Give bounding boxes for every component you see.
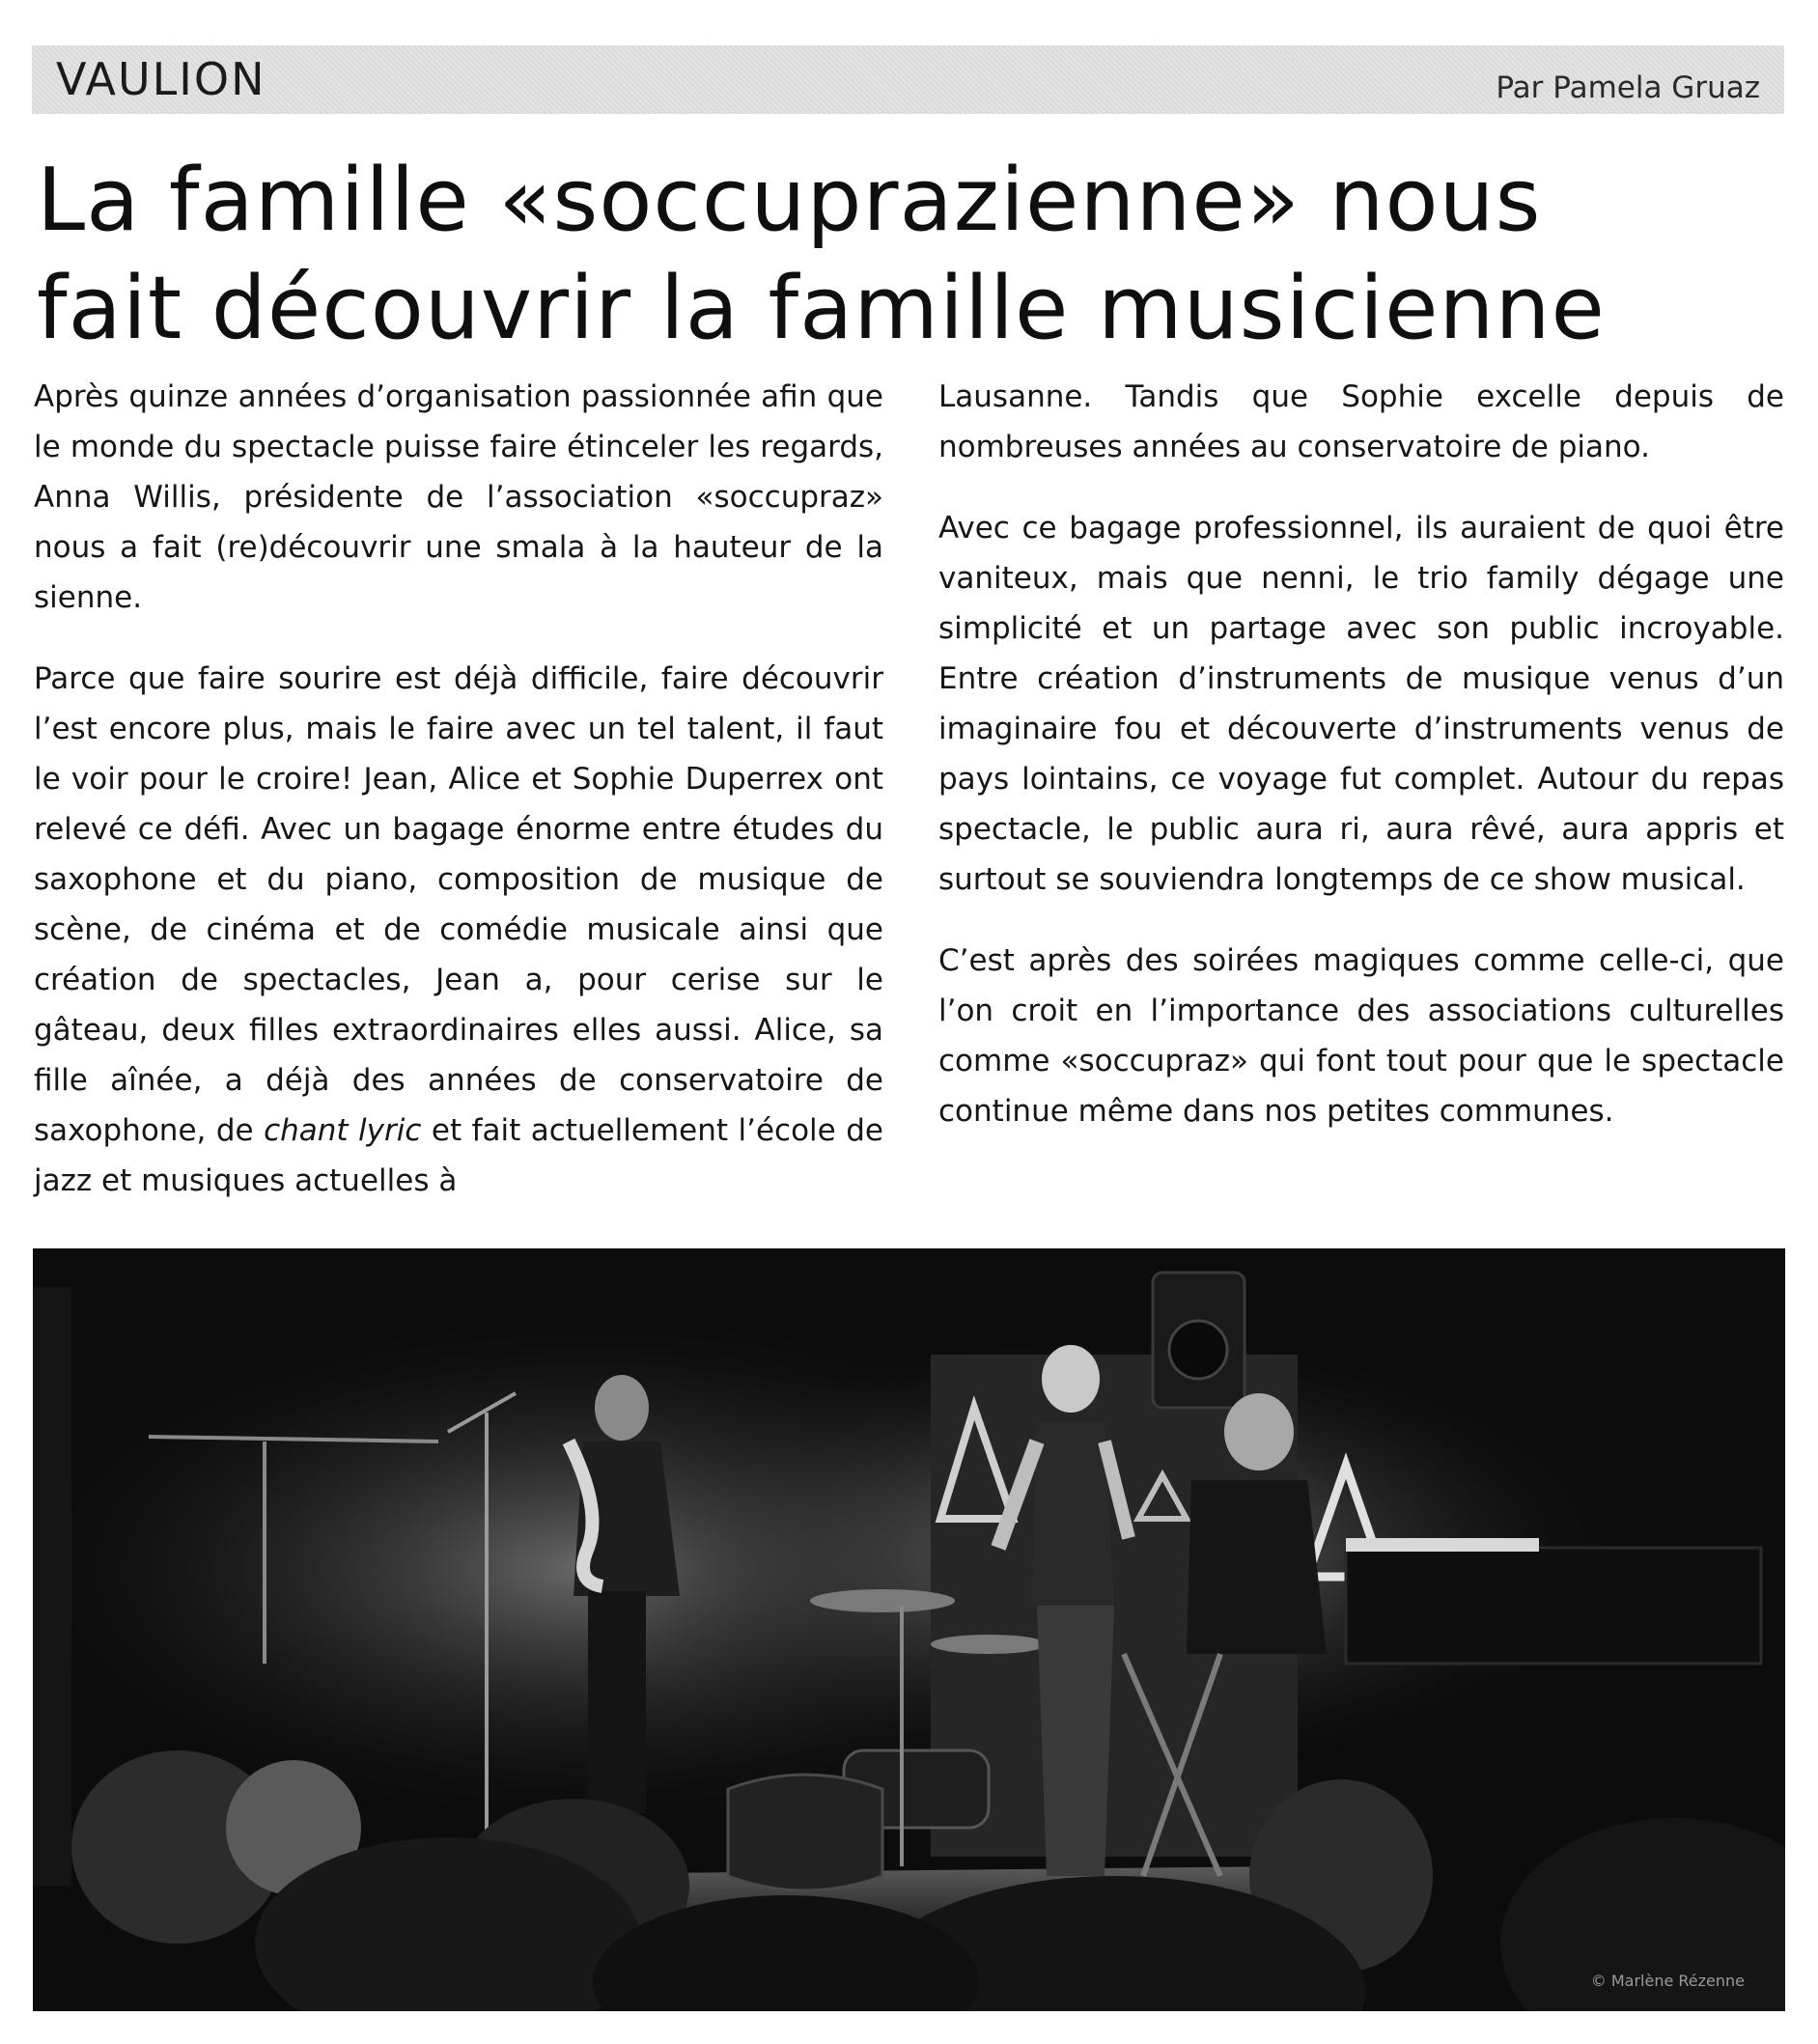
italic-text: chant lyric	[264, 1113, 422, 1148]
paragraph: Lausanne. Tandis que Sophie excelle depuis de nombreuses années au conservatoire de piano.	[938, 379, 1784, 464]
concert-photo	[33, 1248, 1785, 2011]
section-label: VAULION	[56, 53, 266, 105]
concert-photo-illustration	[33, 1248, 1785, 2011]
article-column-left	[34, 372, 883, 1237]
paragraph-text: Parce que faire sourire est déjà difficile, faire découvrir l’est encore plus, mais le faire avec un tel talent, il faut le voir pour le croire! Jean, Alice et Sophie Duperrex ont relevé ce défi. Avec un bagage énorme entre études du saxophone et du piano, composition de musique de scène, de cinéma et de comédie musicale ainsi que création de spectacles, Jean a, pour cerise sur le gâteau, deux filles extraordinaires elles aussi. Alice, sa fille aînée, a déjà des années de conservatoire de saxophone, de	[34, 661, 883, 1148]
author-byline: Par Pamela Gruaz	[1496, 70, 1760, 105]
article-column-right	[938, 372, 1784, 1167]
paragraph: C’est après des soirées magiques comme celle-ci, que l’on croit en l’importance des associations culturelles comme «soccupraz» qui font tout pour que le spectacle continue même dans nos petites communes.	[938, 943, 1784, 1129]
section-header-bar	[32, 45, 1784, 114]
article-headline	[37, 147, 1784, 363]
paragraph	[34, 654, 883, 1206]
paragraph-text: et fait actuellement l’école de jazz et musiques actuelles à	[34, 1113, 883, 1198]
paragraph: Avec ce bagage professionnel, ils auraient de quoi être vaniteux, mais que nenni, le trio family dégage une simplicité et un partage avec son public incroyable. Entre création d’instruments de musique venus d’un imaginaire fou et découverte d’instruments venus de pays lointains, ce voyage fut complet. Autour du repas spectacle, le public aura ri, aura rêvé, aura appris et surtout se souviendra longtemps de ce show musical.	[938, 511, 1784, 897]
paragraph: Après quinze années d’organisation passionnée afin que le monde du spectacle puisse faire étinceler les regards, Anna Willis, présidente de l’association «soccupraz» nous a fait (re)découvrir une smala à la hauteur de la sienne.	[34, 379, 883, 615]
photo-credit: © Marlène Rézenne	[1590, 1972, 1745, 1990]
headline-line-1: La famille «soccuprazienne» nous	[37, 150, 1542, 251]
headline-line-2: fait découvrir la famille musicienne	[37, 258, 1606, 359]
